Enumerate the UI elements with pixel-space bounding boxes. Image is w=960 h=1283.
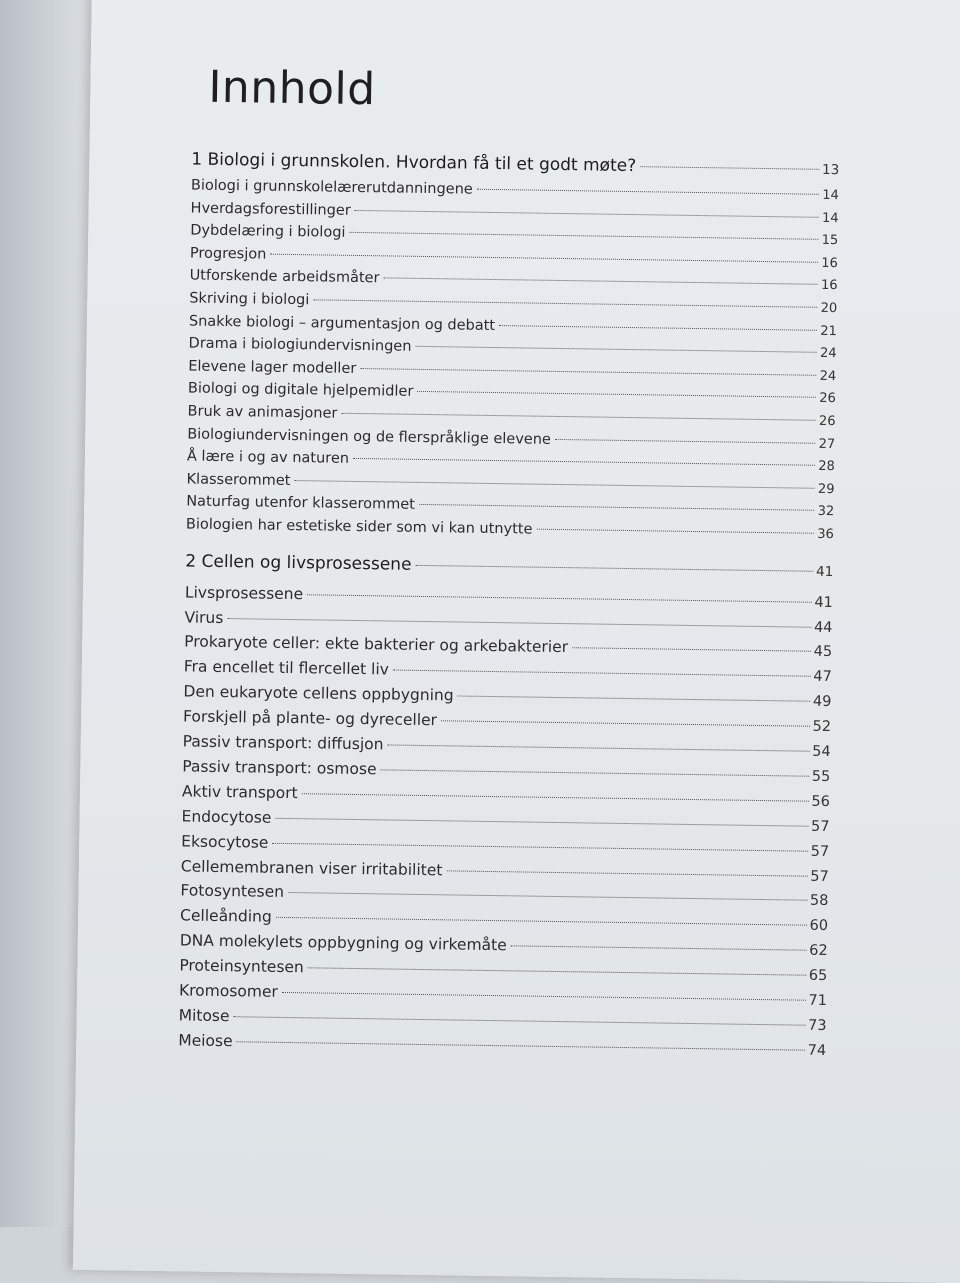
- page-number: 14: [821, 210, 839, 226]
- page-number: 57: [810, 843, 830, 860]
- toc-entry: [189, 290, 837, 316]
- page-number: 44: [813, 619, 833, 636]
- toc-entry: [190, 223, 838, 249]
- page-number: 47: [813, 669, 832, 686]
- page-number: 26: [819, 391, 836, 407]
- toc-entry: [188, 336, 836, 362]
- dot-leader: [383, 278, 818, 285]
- dot-leader: [313, 299, 817, 307]
- dot-leader: [536, 529, 814, 534]
- entry-title: Passiv transport: osmose: [182, 757, 377, 779]
- toc-entry: [183, 732, 831, 760]
- entry-title: Skriving i biologi: [189, 290, 310, 309]
- dot-leader: [360, 368, 816, 376]
- toc-entry: [181, 857, 829, 885]
- page-number: 58: [809, 893, 829, 910]
- page-number: 27: [818, 436, 836, 452]
- dot-leader: [415, 564, 813, 571]
- dot-leader: [477, 189, 820, 195]
- page-number: 49: [812, 693, 832, 711]
- toc-entry: [184, 633, 832, 661]
- dot-leader: [572, 648, 811, 653]
- entry-title: Klasserommet: [186, 471, 291, 489]
- entry-title: Den eukaryote cellens oppbygning: [183, 682, 454, 705]
- entry-title: Naturfag utenfor klasserommet: [186, 493, 415, 514]
- dot-leader: [417, 391, 816, 398]
- dot-leader: [308, 967, 806, 975]
- entry-title: Hverdagsforestillinger: [190, 200, 351, 219]
- entry-title: Virus: [184, 607, 224, 627]
- entry-title: Biologi og digitale hjelpemidler: [187, 380, 414, 401]
- entry-title: DNA molekylets oppbygning og virkemåte: [179, 931, 507, 955]
- toc-entry: [190, 268, 838, 294]
- toc-entry: [183, 708, 831, 736]
- page-number: 32: [817, 504, 835, 520]
- entry-title: Proteinsyntesen: [179, 956, 304, 977]
- page-number: 21: [820, 323, 837, 339]
- toc-entry: [186, 471, 834, 497]
- page-title: Innhold: [208, 61, 377, 116]
- entry-title: Bruk av animasjoner: [187, 403, 338, 422]
- page-number: 20: [820, 300, 838, 317]
- entry-title: Snakke biologi – argumentasjon og debatt: [188, 313, 496, 334]
- toc-chapter: [191, 149, 839, 179]
- toc-entry: [184, 658, 832, 686]
- chapter-title: 2 Cellen og livsprosessene: [185, 551, 412, 575]
- dot-leader: [441, 720, 810, 726]
- toc-entry: [183, 683, 831, 711]
- dot-leader: [294, 480, 815, 489]
- entry-title: Utforskende arbeidsmåter: [189, 267, 380, 287]
- entry-title: Meiose: [178, 1031, 233, 1050]
- dot-leader: [270, 253, 818, 262]
- dot-leader: [355, 210, 819, 218]
- page-number: 60: [809, 918, 829, 935]
- toc-entry: [179, 956, 827, 984]
- toc-entry: [184, 608, 832, 636]
- entry-title: Mitose: [178, 1006, 230, 1026]
- dot-leader: [499, 325, 817, 331]
- page-number: 29: [817, 481, 835, 497]
- entry-title: Passiv transport: diffusjon: [182, 732, 384, 754]
- page-number: 13: [821, 161, 840, 179]
- toc-entry: [181, 807, 829, 835]
- toc-entry: [188, 381, 836, 407]
- entry-title: Fra encellet til flercellet liv: [183, 657, 390, 679]
- dot-leader: [555, 439, 816, 444]
- dot-leader: [640, 166, 819, 170]
- dot-leader: [458, 696, 810, 702]
- dot-leader: [288, 892, 807, 901]
- dot-leader: [381, 769, 809, 776]
- page-number: 65: [808, 967, 828, 985]
- toc-entry: [187, 403, 835, 429]
- dot-leader: [275, 818, 808, 827]
- page-number: 16: [820, 278, 838, 294]
- page-number: 41: [814, 594, 833, 611]
- entry-title: Celleånding: [179, 906, 272, 927]
- page-number: 55: [811, 768, 831, 785]
- page-number: 74: [807, 1042, 827, 1059]
- dot-leader: [353, 458, 815, 466]
- toc-entry: [182, 782, 830, 810]
- dot-leader: [349, 232, 818, 240]
- toc-entry: [188, 358, 836, 384]
- toc-chapter: [185, 551, 833, 581]
- entry-title: Å lære i og av naturen: [186, 448, 350, 468]
- toc-entry: [187, 449, 835, 475]
- entry-title: Aktiv transport: [181, 782, 298, 802]
- dot-leader: [415, 346, 817, 353]
- entry-title: Biologien har estetiske sider som vi kan utnytte: [185, 516, 533, 538]
- dot-leader: [387, 744, 809, 751]
- dot-leader: [282, 992, 806, 1001]
- page-number: 41: [816, 563, 834, 580]
- dot-leader: [237, 1041, 805, 1050]
- entry-title: Dybdelæring i biologi: [190, 222, 346, 241]
- toc-entry: [178, 1031, 826, 1059]
- page-number: 71: [808, 992, 828, 1010]
- entry-title: Endocytose: [181, 807, 272, 827]
- entry-title: Biologiundervisningen og de flerspråklige elevene: [187, 426, 552, 448]
- toc-entry: [182, 757, 830, 785]
- toc-entry: [179, 981, 827, 1009]
- toc-entry: [190, 245, 838, 271]
- page-number: 54: [812, 743, 831, 761]
- page-number: 26: [818, 413, 836, 430]
- page-number: 24: [819, 368, 837, 384]
- toc-entry: [187, 426, 835, 452]
- page-number: 24: [819, 346, 837, 362]
- page-number: 56: [811, 793, 831, 810]
- dot-leader: [227, 618, 811, 628]
- dot-leader: [302, 793, 809, 802]
- entry-title: Progresjon: [189, 245, 267, 263]
- toc-entry: [181, 832, 829, 860]
- entry-title: Livsprosessene: [184, 583, 304, 603]
- entry-title: Cellemembranen viser irritabilitet: [180, 856, 443, 879]
- chapter-title: 1 Biologi i grunnskolen. Hvordan få til et godt møte?: [191, 149, 637, 177]
- page-number: 16: [821, 255, 838, 271]
- dot-leader: [272, 842, 807, 851]
- book-page: [73, 0, 960, 1283]
- entry-title: Drama i biologiundervisningen: [188, 335, 412, 355]
- dot-leader: [393, 670, 810, 677]
- page-number: 14: [822, 187, 839, 204]
- toc-entry: [189, 313, 837, 339]
- dot-leader: [511, 946, 807, 951]
- page-number: 62: [809, 942, 828, 960]
- toc-entry: [180, 932, 828, 960]
- page-number: 28: [818, 459, 835, 475]
- toc-entry: [180, 882, 828, 910]
- page-number: 57: [810, 818, 830, 835]
- entry-title: Forskjell på plante- og dyreceller: [182, 707, 438, 730]
- entry-title: Kromosomer: [178, 981, 278, 1001]
- dot-leader: [233, 1016, 805, 1025]
- dot-leader: [276, 917, 807, 926]
- entry-title: Fotosyntesen: [180, 881, 285, 902]
- toc-entry: [185, 583, 833, 611]
- dot-leader: [307, 594, 811, 602]
- dot-leader: [419, 504, 815, 511]
- toc-entry: [180, 907, 828, 935]
- toc-entry: [191, 177, 839, 203]
- toc-entry: [191, 200, 839, 226]
- entry-title: Prokaryote celler: ekte bakterier og arkebakterier: [184, 632, 569, 657]
- dot-leader: [341, 413, 816, 421]
- entry-title: Biologi i grunnskolelærerutdanningene: [190, 177, 473, 198]
- page-number: 15: [821, 233, 839, 249]
- page-number: 45: [813, 644, 833, 661]
- page-number: 73: [807, 1017, 827, 1034]
- page-number: 57: [810, 868, 829, 885]
- dot-leader: [446, 870, 807, 876]
- entry-title: Eksocytose: [181, 832, 269, 852]
- toc-entry: [186, 494, 834, 520]
- toc-entry: [179, 1006, 827, 1034]
- entry-title: Elevene lager modeller: [188, 358, 357, 377]
- page-number: 36: [817, 526, 834, 543]
- page-number: 52: [812, 718, 832, 736]
- toc-entry: [186, 516, 834, 542]
